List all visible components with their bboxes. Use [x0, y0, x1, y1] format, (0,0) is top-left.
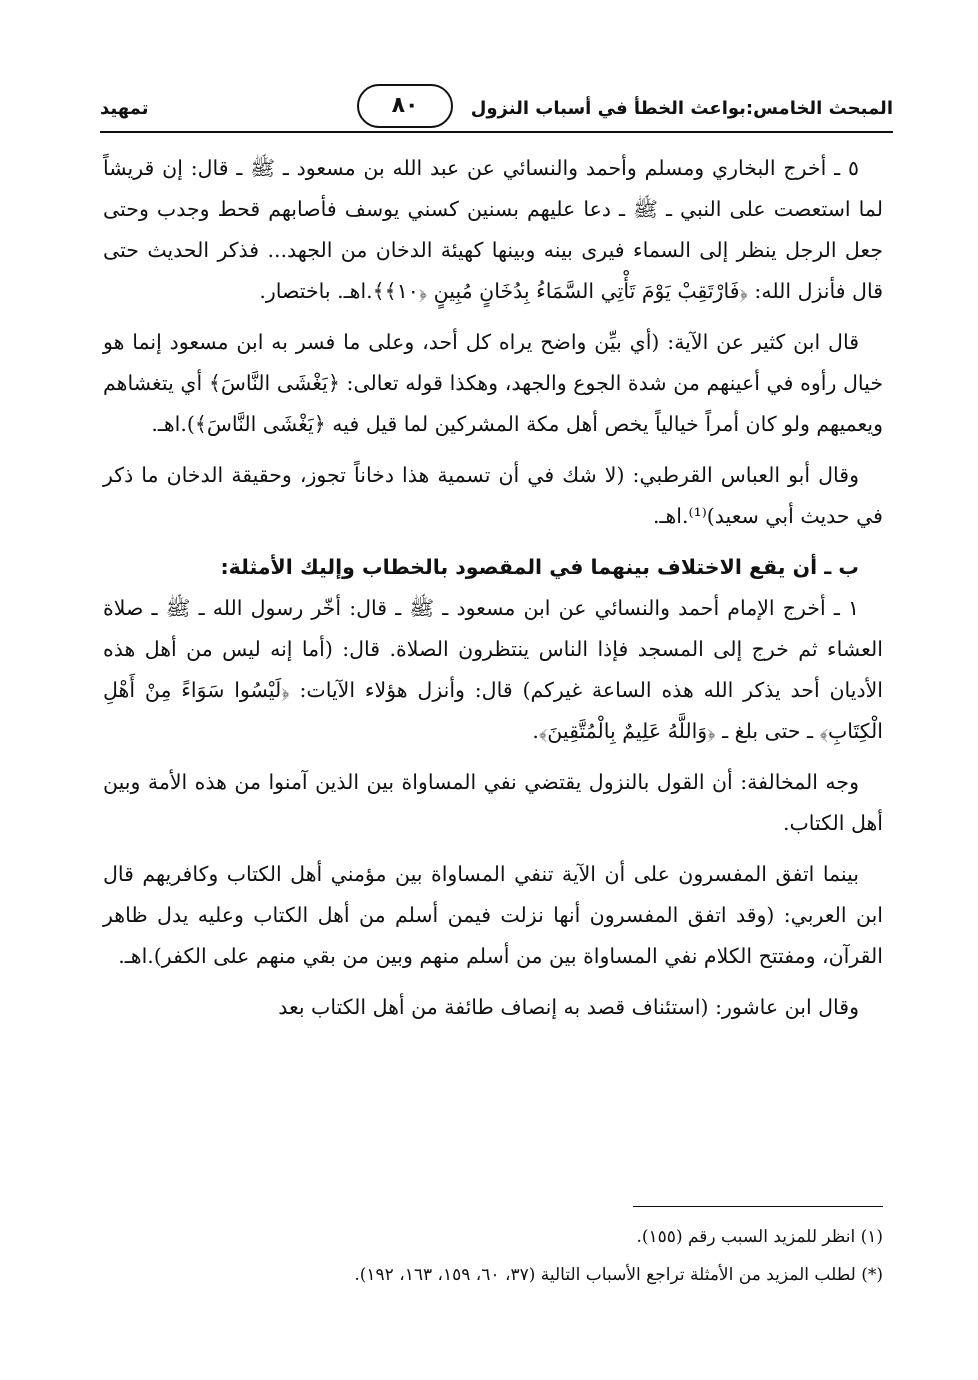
section-label: تمهيد — [100, 98, 149, 119]
header-divider — [100, 131, 893, 133]
paragraph-example-5: ٥ ـ أخرج البخاري ومسلم وأحمد والنسائي عن عبد الله بن مسعود ـ ﷺ ـ قال: إن قريشاً لما استعصت على النبي ـ ﷺ ـ دعا عليهم بسنين كسني يوسف فأصابهم قحط وجدب وحتى جعل الرجل ينظر إلى السماء فيرى بينه وبينها كهيئة الدخان من الجهد... فذكر الحديث حتى قال فأنزل الله: ﴿فَارْتَقِبْ يَوْمَ تَأْتِي السَّمَاءُ بِدُخَانٍ مُبِينٍ ﴿١٠﴾﴾.اهـ. باختصار. — [103, 156, 884, 303]
paragraph-qurtubi: وقال أبو العباس القرطبي: (لا شك في أن تسمية هذا دخاناً تجوز، وحقيقة الدخان ما ذكر في حديث أبي سعيد)⁽¹⁾.اهـ. — [103, 463, 883, 528]
running-title: المبحث الخامس:بواعث الخطأ في أسباب النزول — [470, 98, 893, 119]
footnotes — [103, 1218, 883, 1294]
footnote-divider — [633, 1206, 883, 1207]
paragraph-example-1: ١ ـ أخرج الإمام أحمد والنسائي عن ابن مسعود ـ ﷺ ـ قال: أخّر رسول الله ـ ﷺ ـ صلاة العشاء ثم خرج إلى المسجد فإذا الناس ينتظرون الصلاة. قال: (أما إنه ليس من أهل هذه الأديان أحد يذكر الله هذه الساعة غيركم) قال: وأنزل هؤلاء الآيات: ﴿لَيْسُوا سَوَاءً مِنْ أَهْلِ الْكِتَابِ﴾ ـ حتى بلغ ـ ﴿وَاللَّهُ عَلِيمٌ بِالْمُتَّقِينَ﴾. — [103, 596, 883, 743]
section-subheading: ب ـ أن يقع الاختلاف بينهما في المقصود بالخطاب وإليك الأمثلة: — [220, 555, 859, 579]
paragraph-ibn-kathir: قال ابن كثير عن الآية: (أي بيِّن واضح يراه كل أحد، وعلى ما فسر به ابن مسعود إنما هو خيال رأوه في أعينهم من شدة الجوع والجهد، وهكذا قوله تعالى: ﴿يَغْشَى النَّاسَ﴾ أي يتغشاهم ويعميهم ولو كان أمراً خيالياً يخص أهل مكة المشركين لما قيل فيه ﴿يَغْشَى النَّاسَ﴾).اهـ. — [103, 330, 883, 436]
footnote-1: (١) انظر للمزيد السبب رقم (١٥٥). — [636, 1227, 883, 1247]
main-text — [103, 148, 883, 1028]
paragraph-ibn-ashur: وقال ابن عاشور: (استئناف قصد به إنصاف طائفة من أهل الكتاب بعد — [278, 995, 859, 1019]
footnote-star: (*) لطلب المزيد من الأمثلة تراجع الأسباب التالية (٣٧، ٦٠، ١٥٩، ١٦٣، ١٩٢). — [354, 1265, 883, 1285]
page-header — [100, 84, 893, 128]
page-number: ٨٠ — [357, 84, 453, 128]
paragraph-ibn-al-arabi: بينما اتفق المفسرون على أن الآية تنفي المساواة بين مؤمني أهل الكتاب وكافريهم قال ابن العربي: (وقد اتفق المفسرون أنها نزلت فيمن أسلم من أهل الكتاب وعليه يدل ظاهر القرآن، ومفتتح الكلام نفي المساواة بين من أسلم منهم وبين من بقي منهم على الكفر).اهـ. — [103, 862, 883, 968]
paragraph-contradiction: وجه المخالفة: أن القول بالنزول يقتضي نفي المساواة بين الذين آمنوا من هذه الأمة وبين أهل الكتاب. — [103, 770, 883, 835]
